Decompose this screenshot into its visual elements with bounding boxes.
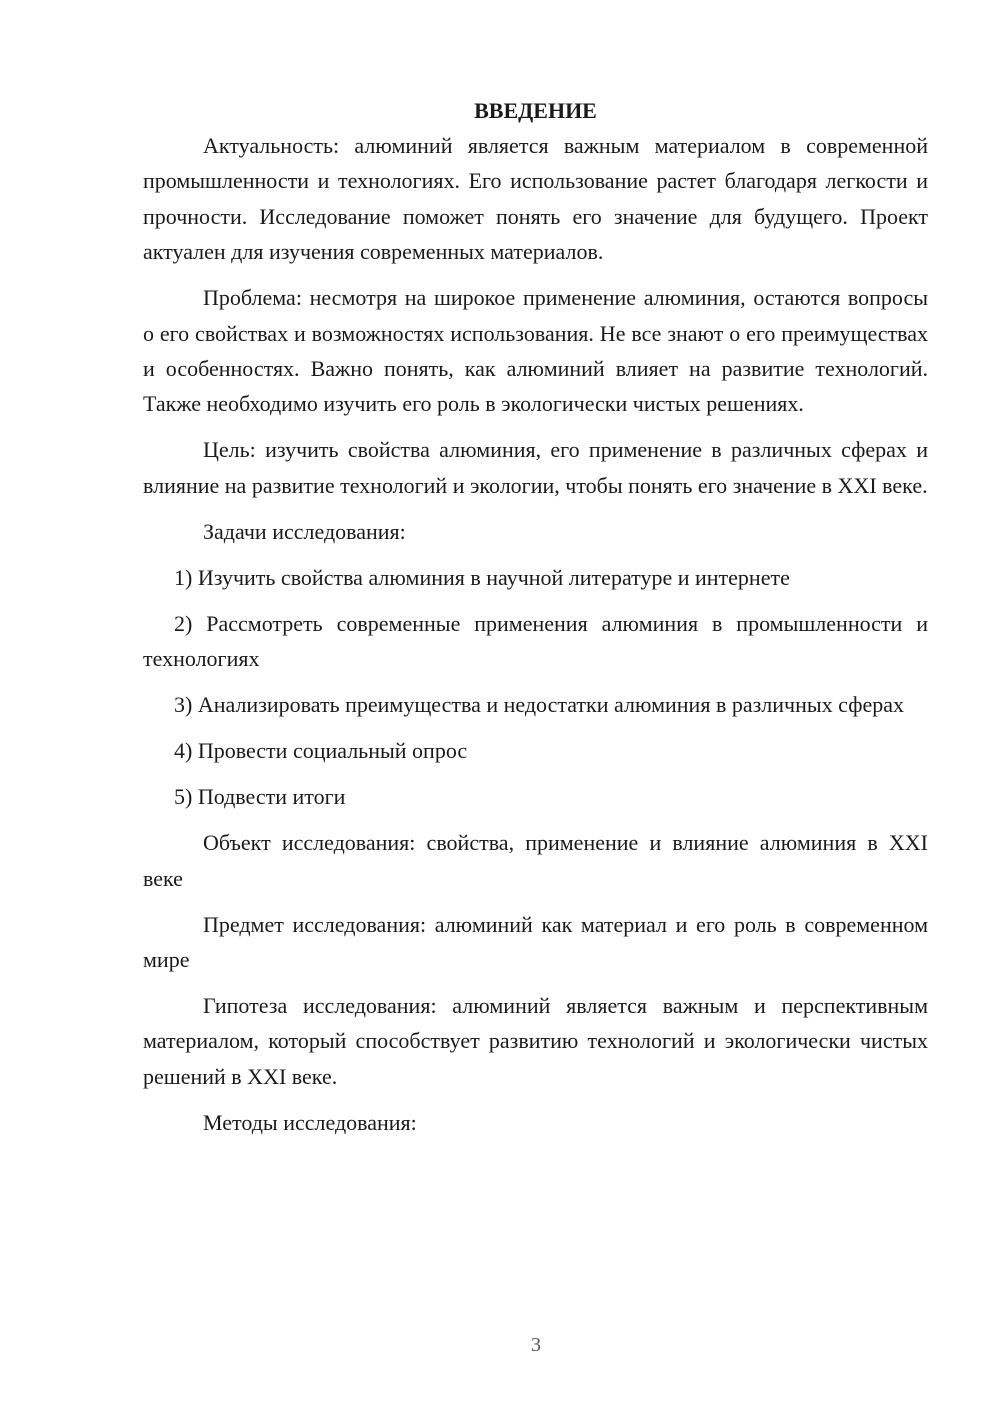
paragraph-tasks-heading: Задачи исследования:: [203, 518, 406, 544]
document-page: [143, 93, 928, 1140]
task-item-2: 2) Рассмотреть современные применения алюминия в промышленности и технологиях: [143, 610, 928, 672]
paragraph-methods: Методы исследования:: [203, 1109, 417, 1135]
task-item-4: 4) Провести социальный опрос: [174, 738, 468, 764]
task-item-1: 1) Изучить свойства алюминия в научной литературе и интернете: [174, 564, 790, 590]
paragraph-goal: Цель: изучить свойства алюминия, его применение в различных сферах и влияние на развитие технологий и экологии, чтобы понять его значение в XXI веке.: [143, 437, 928, 498]
paragraph-subject: Предмет исследования: алюминий как материал и его роль в современном мире: [143, 911, 928, 973]
page-number: 3: [531, 1334, 541, 1356]
paragraph-hypothesis: Гипотеза исследования: алюминий является важным и перспективным материалом, который способствует развитию технологий и экологически чистых решений в XXI веке.: [143, 993, 928, 1089]
page-title: ВВЕДЕНИЕ: [474, 98, 597, 123]
paragraph-object: Объект исследования: свойства, применение и влияние алюминия в XXI веке: [143, 830, 928, 891]
paragraph-relevance: Актуальность: алюминий является важным материалом в современной промышленности и технологиях. Его использование растет благодаря легкости и прочности. Исследование поможет понять его значение для будущего. Проект актуален для изучения современных материалов.: [143, 133, 928, 265]
task-item-3: 3) Анализировать преимущества и недостатки алюминия в различных сферах: [174, 692, 904, 718]
paragraph-problem: Проблема: несмотря на широкое применение алюминия, остаются вопросы о его свойствах и возможностях использования. Не все знают о его преимуществах и особенностях. Важно понять, как алюминий влияет на развитие технологий. Также необходимо изучить его роль в экологически чистых решениях.: [143, 285, 928, 417]
task-item-5: 5) Подвести итоги: [174, 784, 346, 810]
